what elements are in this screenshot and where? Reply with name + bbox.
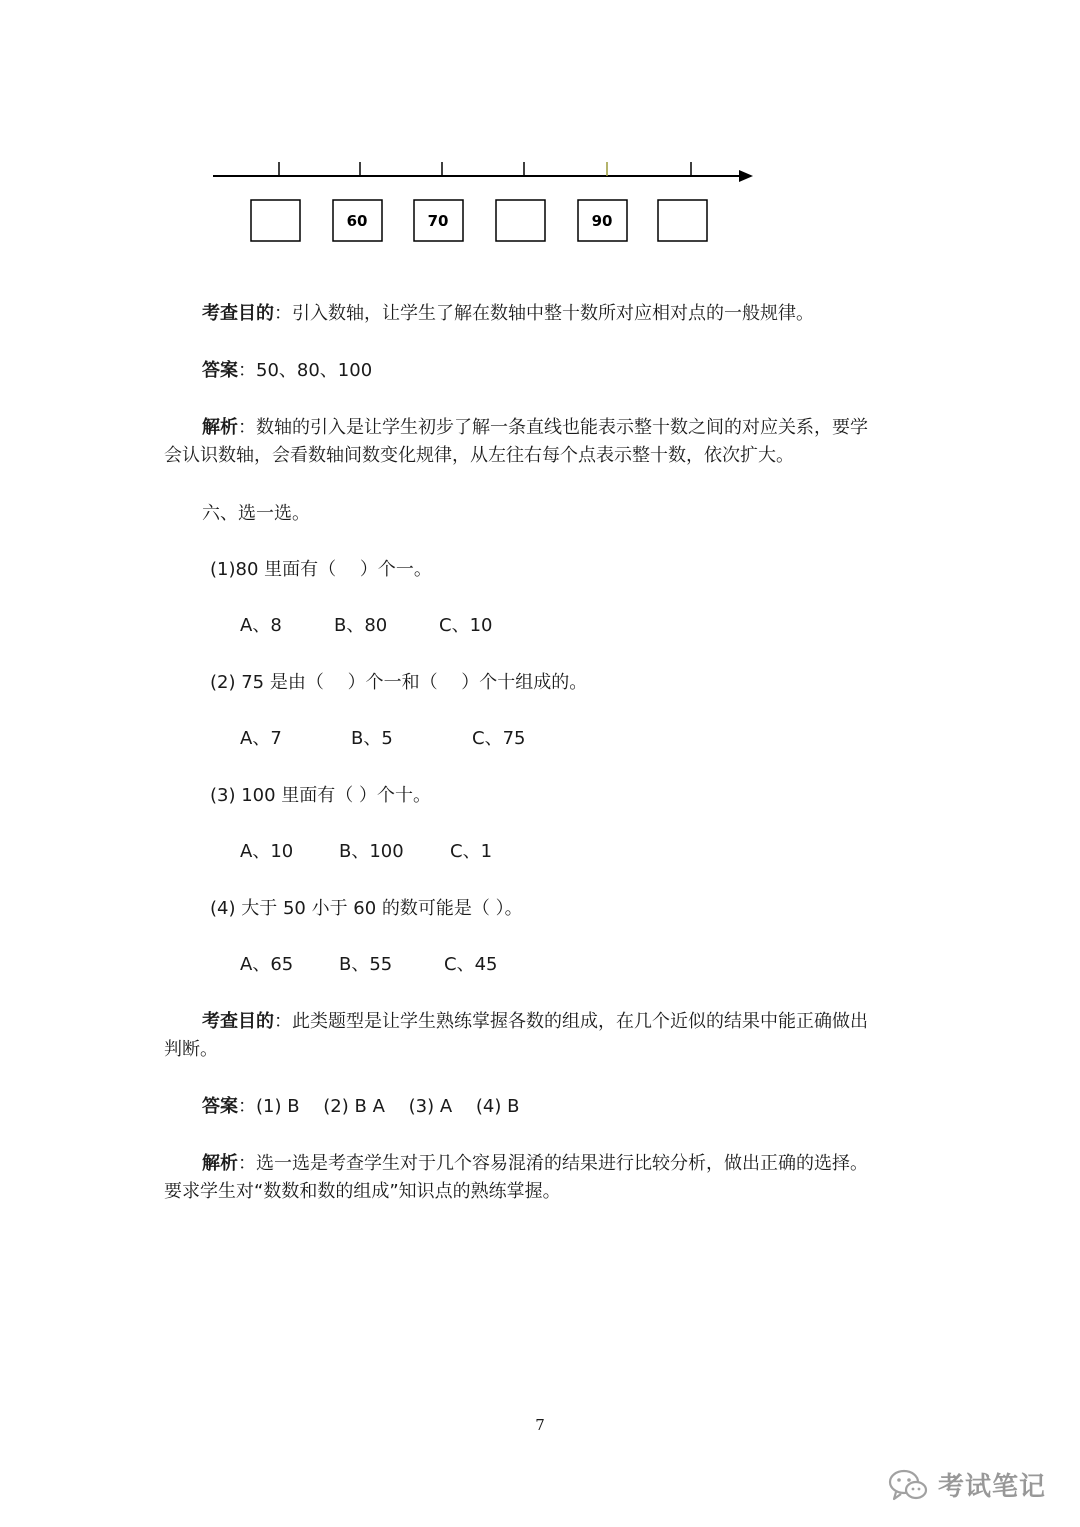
answer-text: ：50、80、100 — [238, 360, 373, 381]
wechat-icon — [888, 1468, 928, 1502]
watermark — [888, 1466, 1046, 1503]
analysis-text: ：数轴的引入是让学生初步了解一条直线也能表示整十数之间的对应关系，要学会认识数轴，会看数轴间数变化规律，从左往右每个点表示整十数，依次扩大。 — [164, 417, 868, 466]
purpose-text: ：此类题型是让学生熟练掌握各数的组成，在几个近似的结果中能正确做出判断。 — [164, 1011, 868, 1060]
analysis-text: ：选一选是考查学生对于几个容易混淆的结果进行比较分析，做出正确的选择。要求学生对“数数和数的组成”知识点的熟练掌握。 — [164, 1153, 868, 1202]
option-c: C、75 — [472, 728, 526, 749]
answer-paragraph — [202, 357, 372, 385]
purpose-paragraph — [202, 300, 814, 328]
answer-label: 答案 — [202, 360, 238, 381]
axis-arrow — [739, 170, 753, 182]
analysis-paragraph — [164, 414, 884, 470]
option-c: C、10 — [439, 615, 493, 636]
answer-box — [658, 200, 707, 241]
option-b: B、55 — [339, 954, 393, 975]
answer-text: ：(1) B (2) B A (3) A (4) B — [238, 1096, 520, 1117]
answer-label: 答案 — [202, 1096, 238, 1117]
box-label: 70 — [427, 212, 449, 230]
option-c: C、45 — [444, 954, 498, 975]
option-a: A、10 — [240, 841, 294, 862]
answer-box — [251, 200, 300, 241]
option-b: B、80 — [334, 615, 388, 636]
question-stem: (4) 大于 50 小于 60 的数可能是（ ）。 — [210, 898, 523, 919]
question-stem: (2) 75 是由（ ）个一和（ ）个十组成的。 — [210, 672, 588, 693]
option-b: B、5 — [351, 728, 393, 749]
option-a: A、65 — [240, 954, 294, 975]
option-c: C、1 — [450, 841, 493, 862]
analysis-label: 解析 — [202, 1153, 238, 1174]
purpose-label: 考查目的 — [202, 1011, 274, 1032]
option-a: A、8 — [240, 615, 282, 636]
purpose-paragraph — [164, 1008, 884, 1064]
section-title: 六、选一选。 — [202, 503, 310, 524]
analysis-label: 解析 — [202, 417, 238, 438]
option-b: B、100 — [339, 841, 404, 862]
box-label: 60 — [346, 212, 368, 230]
box-label: 90 — [591, 212, 613, 230]
question-stem: (3) 100 里面有（ ）个十。 — [210, 785, 432, 806]
question-stem: (1)80 里面有（ ）个一。 — [210, 559, 432, 580]
page-number: 7 — [535, 1416, 545, 1434]
answer-box — [496, 200, 545, 241]
number-line-diagram — [205, 150, 765, 250]
analysis-paragraph — [164, 1150, 884, 1206]
watermark-text: 考试笔记 — [938, 1472, 1047, 1502]
option-a: A、7 — [240, 728, 282, 749]
answer-paragraph — [202, 1093, 519, 1121]
purpose-text: ：引入数轴，让学生了解在数轴中整十数所对应相对点的一般规律。 — [274, 303, 814, 324]
purpose-label: 考查目的 — [202, 303, 274, 324]
